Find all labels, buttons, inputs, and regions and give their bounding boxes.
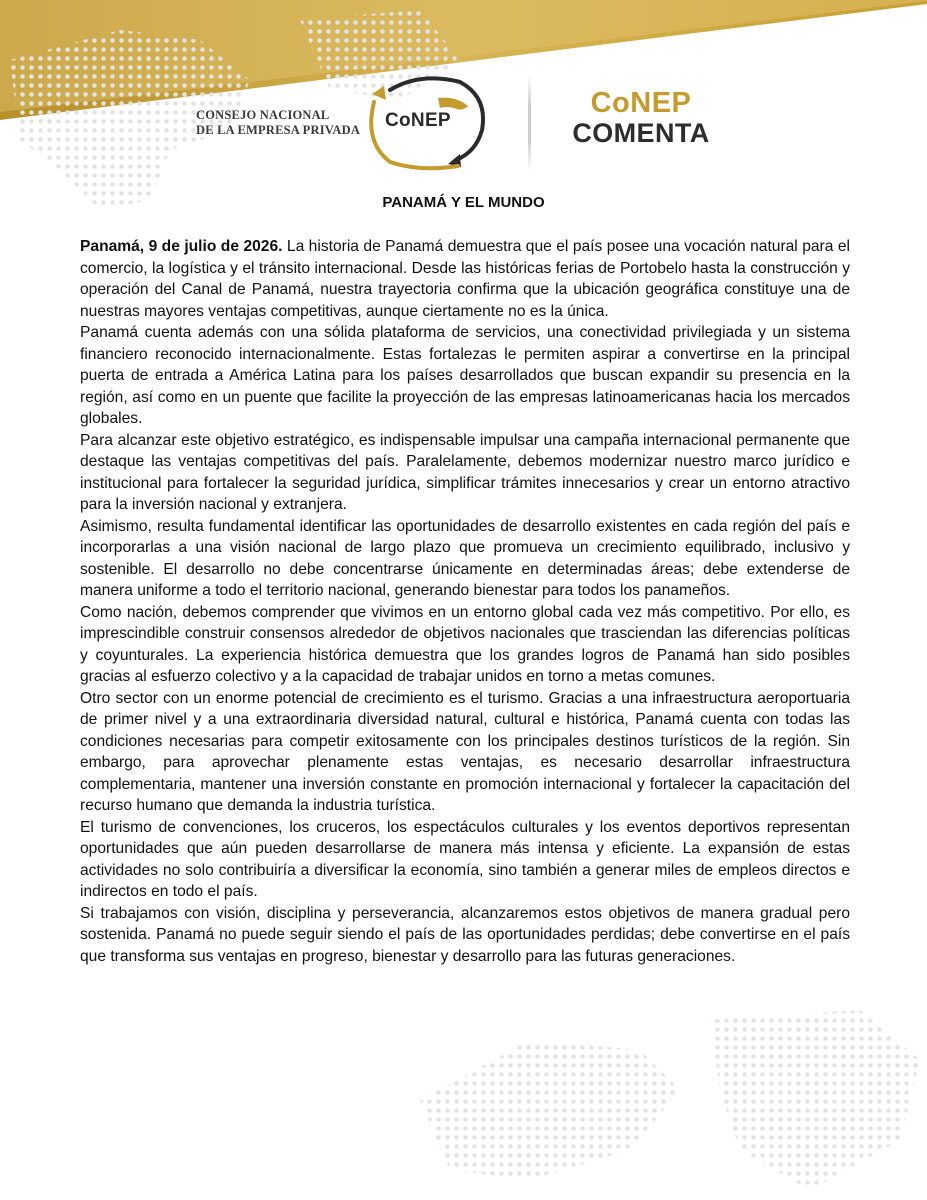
- council-name-line2: DE LA EMPRESA PRIVADA: [196, 123, 361, 137]
- dotted-map-decoration: [380, 980, 927, 1200]
- header-divider: [528, 76, 531, 170]
- council-name-line1: CONSEJO NACIONAL: [196, 108, 330, 122]
- paragraph-text: La historia de Panamá demuestra que el país posee una vocación natural para el comercio, la logística y el tránsito internacional. Desde las históricas ferias de Portobelo hasta la construcción y operación del Canal de Panamá, nuestra trayectoria confirma que la ubicación geográfica constituye una de nuestras mayores ventajas competitivas, aunque ciertamente no es la única.: [80, 238, 850, 320]
- document-body: [80, 236, 850, 967]
- document-title: PANAMÁ Y EL MUNDO: [382, 194, 545, 211]
- brand-line2: COMENTA: [572, 118, 710, 148]
- paragraph: Otro sector con un enorme potencial de crecimiento es el turismo. Gracias a una infraestructura aeroportuaria de primer nivel y a una extraordinaria diversidad natural, cultural e histórica, Panamá cuenta con todas las condiciones necesarias para competir exitosamente con los principales destinos turísticos de la región. Sin embargo, para aprovechar plenamente estas ventajas, es necesario desarrollar infraestructura complementaria, mantener una inversión constante en promoción internacional y fortalecer la capacitación del recurso humano que demanda la industria turística.: [80, 689, 850, 814]
- paragraph: Para alcanzar este objetivo estratégico, es indispensable impulsar una campaña internacional permanente que destaque las ventajas competitivas del país. Paralelamente, debemos modernizar nuestro marco jurídico e institucional para fortalecer la seguridad jurídica, simplificar trámites innecesarios y crear un entorno atractivo para la inversión nacional y extranjera.: [80, 431, 850, 513]
- paragraph: Asimismo, resulta fundamental identificar las oportunidades de desarrollo existentes en cada región del país e incorporarlas a una visión nacional de largo plazo que promueva un crecimiento equilibrado, inclusivo y sostenible. El desarrollo no debe concentrarse únicamente en determinadas áreas; debe extenderse de manera uniforme a todo el territorio nacional, generando bienestar para todos los panameños.: [80, 517, 850, 599]
- paragraph: Como nación, debemos comprender que vivimos en un entorno global cada vez más competitivo. Por ello, es imprescindible construir consensos alrededor de objetivos nacionales que trasciendan las diferencias políticas y coyunturales. La experiencia histórica demuestra que los grandes logros de Panamá han sido posibles gracias al esfuerzo colectivo y a la capacidad de trabajar unidos en torno a metas comunes.: [80, 603, 850, 685]
- brand-mark: [566, 88, 716, 148]
- paragraph: El turismo de convenciones, los cruceros, los espectáculos culturales y los eventos deportivos representan oportunidades que aún pueden desarrollarse de manera más intensa y eficiente. La expansión de estas actividades no solo contribuiría a diversificar la economía, sino también a generar miles de empleos directos e indirectos en todo el país.: [80, 818, 850, 900]
- dateline: Panamá, 9 de julio de 2026.: [80, 238, 283, 255]
- letterhead: [0, 72, 927, 172]
- brand-line1: CoNEP: [590, 87, 692, 119]
- paragraph: [80, 236, 850, 322]
- logo-wordmark: CoNEP: [385, 110, 451, 131]
- paragraph: Si trabajamos con visión, disciplina y perseverancia, alcanzaremos estos objetivos de manera gradual pero sostenida. Panamá no puede seguir siendo el país de las oportunidades perdidas; debe convertirse en el país que transforma sus ventajas en progreso, bienestar y desarrollo para las futuras generaciones.: [80, 904, 850, 965]
- paragraph: Panamá cuenta además con una sólida plataforma de servicios, una conectividad privilegiada y un sistema financiero reconocido internacionalmente. Estas fortalezas le permiten aspirar a convertirse en la principal puerta de entrada a América Latina para los países desarrollados que buscan expandir su presencia en la región, así como en un puente que facilite la proyección de las empresas latinoamericanas hacia los mercados globales.: [80, 324, 850, 427]
